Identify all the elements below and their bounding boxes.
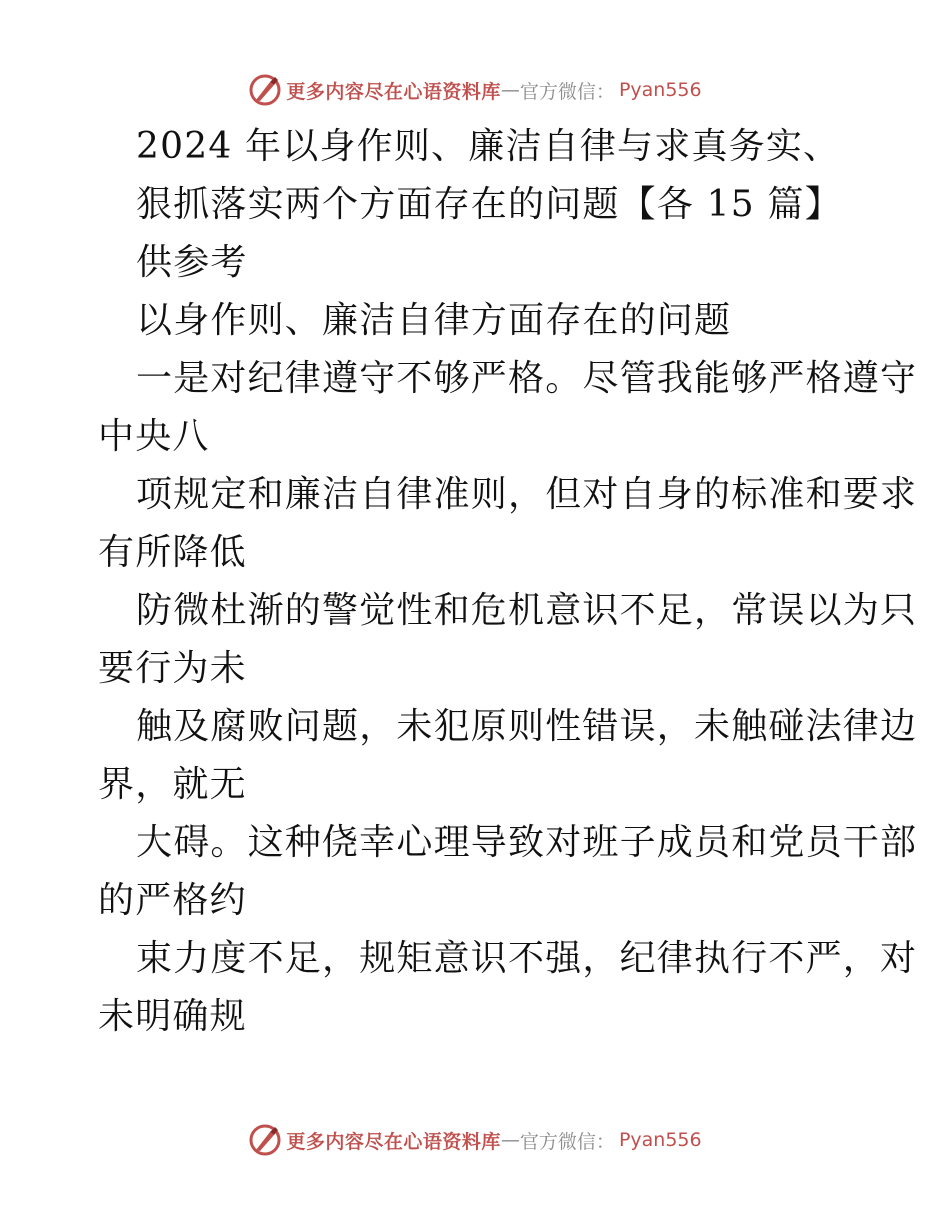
header-banner-dash: — [500, 79, 520, 101]
header-banner-title: 更多内容尽在心语资料库 [286, 80, 501, 103]
text-line: 触及腐败问题，未犯原则性错误，未触碰法律边 [136, 706, 918, 747]
header-banner-wechat-id: Pyan556 [618, 79, 702, 101]
text-line: 防微杜渐的警觉性和危机意识不足，常误以为只 [136, 590, 918, 631]
text-line: 界，就无 [98, 764, 247, 805]
text-line: 狠抓落实两个方面存在的问题【各 15 篇】 [136, 184, 842, 225]
text-line: 以身作则、廉洁自律方面存在的问题 [136, 300, 732, 341]
text-line: 束力度不足，规矩意识不强，纪律执行不严，对 [136, 938, 918, 979]
footer-banner-dash: — [500, 1129, 520, 1151]
footer-banner-title: 更多内容尽在心语资料库 [286, 1130, 501, 1153]
quill-circle-icon [248, 73, 282, 107]
header-banner-wechat-label: 官方微信： [519, 80, 615, 103]
text-line: 2024 年以身作则、廉洁自律与求真务实、 [136, 126, 841, 167]
text-line: 未明确规 [98, 996, 247, 1037]
quill-circle-icon [248, 1123, 282, 1157]
text-line: 中央八 [98, 416, 210, 457]
text-line: 一是对纪律遵守不够严格。尽管我能够严格遵守 [136, 358, 918, 399]
header-banner [0, 70, 950, 110]
text-line: 项规定和廉洁自律准则，但对自身的标准和要求 [136, 474, 918, 515]
footer-banner-wechat-label: 官方微信： [519, 1130, 615, 1153]
text-line: 大碍。这种侥幸心理导致对班子成员和党员干部 [136, 822, 918, 863]
text-line: 有所降低 [98, 532, 247, 573]
text-line: 要行为未 [98, 648, 247, 689]
text-line: 的严格约 [98, 880, 247, 921]
text-line: 供参考 [136, 242, 248, 283]
document-body [98, 118, 918, 1046]
footer-banner-wechat-id: Pyan556 [618, 1129, 702, 1151]
footer-banner [0, 1120, 950, 1160]
